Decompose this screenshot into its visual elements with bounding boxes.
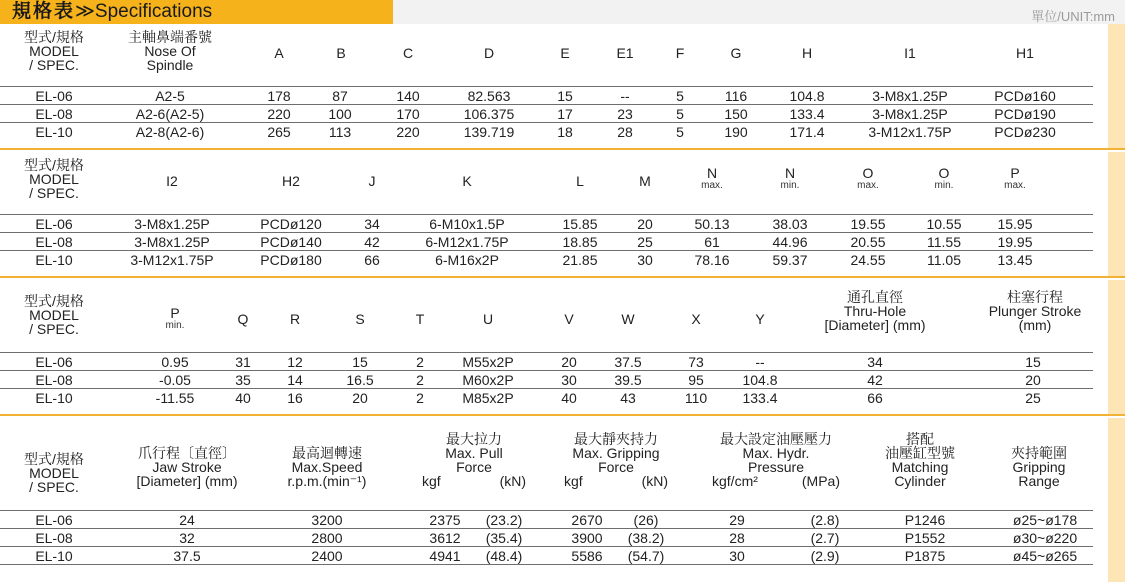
model-cell: EL-06 bbox=[35, 88, 73, 104]
table-cell: 38.03 bbox=[772, 216, 808, 232]
table-cell: 23 bbox=[617, 106, 633, 122]
col-header: W bbox=[621, 311, 635, 327]
table-cell: 30 bbox=[729, 548, 745, 564]
table-cell: (48.4) bbox=[485, 548, 523, 564]
table-cell: PCDø140 bbox=[260, 234, 322, 250]
table-cell: 37.5 bbox=[173, 548, 201, 564]
col-header-h: H bbox=[801, 45, 813, 61]
table-cell: A2-8(A2-6) bbox=[135, 124, 205, 140]
table-cell: 18 bbox=[557, 124, 573, 140]
table-cell: 34 bbox=[867, 354, 883, 370]
model-header: 型式/規格 MODEL / SPEC. bbox=[24, 293, 84, 337]
table-cell: 2800 bbox=[311, 530, 343, 546]
table-cell: 2 bbox=[416, 354, 424, 370]
col-header-h1: H1 bbox=[1016, 45, 1034, 61]
table-cell: 17 bbox=[557, 106, 573, 122]
table-cell: 25 bbox=[637, 234, 653, 250]
table-cell: 5 bbox=[676, 88, 684, 104]
table-cell: 21.85 bbox=[562, 252, 598, 268]
table-cell: 44.96 bbox=[772, 234, 808, 250]
table-cell: PCDø230 bbox=[994, 124, 1056, 140]
table-cell: 31 bbox=[235, 354, 251, 370]
table-cell: 32 bbox=[179, 530, 195, 546]
table-cell: 43 bbox=[620, 390, 636, 406]
table-cell: 3-M8x1.25P bbox=[134, 216, 210, 232]
table-cell: M85x2P bbox=[462, 390, 514, 406]
table-cell: 28 bbox=[617, 124, 633, 140]
table-cell: 66 bbox=[867, 390, 883, 406]
side-accent bbox=[1108, 152, 1125, 276]
table-cell: 59.37 bbox=[772, 252, 808, 268]
table-cell: 42 bbox=[364, 234, 380, 250]
max-speed-header: 最高迴轉速 Max.Speed r.p.m.(min⁻¹) bbox=[287, 445, 367, 489]
jaw-stroke-header: 爪行程〔直徑〕 Jaw Stroke [Diameter] (mm) bbox=[136, 445, 238, 489]
table-cell: 15.95 bbox=[997, 216, 1033, 232]
table-cell: 0.95 bbox=[161, 354, 189, 370]
col-header: J bbox=[368, 173, 376, 189]
table-cell: 3200 bbox=[311, 512, 343, 528]
header-bar bbox=[393, 0, 1125, 24]
table-cell: 2375 bbox=[429, 512, 461, 528]
table-cell: 6-M12x1.75P bbox=[425, 234, 509, 250]
table-cell: 3-M8x1.25P bbox=[872, 88, 948, 104]
col-header: V bbox=[564, 311, 574, 327]
table-cell: 61 bbox=[704, 234, 720, 250]
table-cell: P1875 bbox=[904, 548, 946, 564]
gripping-range-header: 夾持範圍 Gripping Range bbox=[1011, 445, 1067, 489]
side-accent bbox=[1108, 24, 1125, 148]
table-cell: 16 bbox=[287, 390, 303, 406]
table-cell: 34 bbox=[364, 216, 380, 232]
table-cell: 2 bbox=[416, 390, 424, 406]
col-header-a: A bbox=[274, 45, 284, 61]
table-cell: 150 bbox=[724, 106, 748, 122]
unit-label: 單位/UNIT:mm bbox=[1031, 9, 1115, 24]
table-cell: (2.8) bbox=[810, 512, 840, 528]
table-cell: 39.5 bbox=[614, 372, 642, 388]
table-cell: (38.2) bbox=[627, 530, 665, 546]
table-cell: 3-M12x1.75P bbox=[130, 252, 214, 268]
table-cell: 16.5 bbox=[346, 372, 374, 388]
table-cell: 11.05 bbox=[927, 252, 961, 268]
table-cell: 104.8 bbox=[789, 88, 825, 104]
table-cell: 3612 bbox=[429, 530, 461, 546]
col-header-d: D bbox=[483, 45, 495, 61]
side-accent bbox=[1108, 280, 1125, 414]
col-header-i1: I1 bbox=[904, 45, 916, 61]
col-header-g: G bbox=[730, 45, 742, 61]
col-header: H2 bbox=[282, 173, 300, 189]
model-cell: EL-08 bbox=[35, 106, 73, 122]
table-cell: 104.8 bbox=[742, 372, 778, 388]
table-cell: M60x2P bbox=[462, 372, 514, 388]
table-cell: 19.95 bbox=[997, 234, 1033, 250]
col-header: Q bbox=[237, 311, 249, 327]
model-cell: EL-06 bbox=[35, 512, 73, 528]
col-header: R bbox=[289, 311, 301, 327]
table-cell: PCDø160 bbox=[994, 88, 1056, 104]
table-cell: 4941 bbox=[429, 548, 461, 564]
table-cell: ø30~ø220 bbox=[1012, 530, 1078, 546]
col-header: S bbox=[355, 311, 365, 327]
col-header: I2 bbox=[166, 173, 178, 189]
table-cell: M55x2P bbox=[462, 354, 514, 370]
table-cell: PCDø120 bbox=[260, 216, 322, 232]
table-cell: 28 bbox=[729, 530, 745, 546]
table-cell: 42 bbox=[867, 372, 883, 388]
table-cell: 24 bbox=[179, 512, 195, 528]
col-header: Y bbox=[755, 311, 765, 327]
col-header-b: B bbox=[336, 45, 346, 61]
col-header: K bbox=[462, 173, 472, 189]
table-cell: 171.4 bbox=[789, 124, 825, 140]
spec-table-1 bbox=[0, 24, 1125, 150]
table-cell: PCDø190 bbox=[994, 106, 1056, 122]
table-cell: 25 bbox=[1025, 390, 1041, 406]
col-header: N min. bbox=[780, 165, 800, 191]
table-cell: 3900 bbox=[571, 530, 603, 546]
spec-table-3 bbox=[0, 280, 1125, 416]
table-cell: 15.85 bbox=[562, 216, 598, 232]
table-cell: PCDø180 bbox=[260, 252, 322, 268]
table-cell: 13.45 bbox=[997, 252, 1033, 268]
table-cell: 11.55 bbox=[927, 234, 961, 250]
table-cell: 100 bbox=[328, 106, 352, 122]
table-cell: (2.7) bbox=[810, 530, 840, 546]
col-header: X bbox=[691, 311, 701, 327]
table-cell: 6-M16x2P bbox=[435, 252, 499, 268]
model-header: 型式/規格 MODEL / SPEC. bbox=[24, 29, 84, 73]
table-cell: ø25~ø178 bbox=[1012, 512, 1078, 528]
table-cell: -11.55 bbox=[155, 390, 195, 406]
model-cell: EL-10 bbox=[35, 252, 73, 268]
spec-header bbox=[0, 0, 1125, 24]
table-cell: 14 bbox=[287, 372, 303, 388]
table-cell: 15 bbox=[352, 354, 368, 370]
table-cell: 220 bbox=[267, 106, 291, 122]
table-cell: 18.85 bbox=[562, 234, 598, 250]
table-cell: 2400 bbox=[311, 548, 343, 564]
max-grip-header: 最大靜夾持力 Max. Gripping Force kgf (kN) bbox=[564, 431, 668, 489]
table-cell: 170 bbox=[396, 106, 420, 122]
side-accent bbox=[1108, 418, 1125, 582]
table-cell: 20.55 bbox=[850, 234, 886, 250]
table-cell: 5586 bbox=[571, 548, 603, 564]
model-cell: EL-06 bbox=[35, 216, 73, 232]
col-header-c: C bbox=[402, 45, 414, 61]
table-cell: 190 bbox=[724, 124, 748, 140]
table-cell: 2670 bbox=[571, 512, 603, 528]
model-header: 型式/規格 MODEL / SPEC. bbox=[24, 451, 84, 495]
table-cell: 37.5 bbox=[614, 354, 642, 370]
table-cell: 30 bbox=[561, 372, 577, 388]
table-cell: 3-M12x1.75P bbox=[868, 124, 952, 140]
col-header: P max. bbox=[1004, 165, 1026, 191]
table-cell: 20 bbox=[352, 390, 368, 406]
col-header: O max. bbox=[857, 165, 879, 191]
table-cell: -- bbox=[755, 354, 765, 370]
table-cell: 35 bbox=[235, 372, 251, 388]
col-header-e: E bbox=[560, 45, 570, 61]
plunger-stroke-header: 柱塞行程 Plunger Stroke (mm) bbox=[988, 289, 1082, 333]
table-cell: 3-M8x1.25P bbox=[872, 106, 948, 122]
table-cell: 265 bbox=[267, 124, 291, 140]
col-header: T bbox=[415, 311, 425, 327]
table-cell: 133.4 bbox=[789, 106, 825, 122]
table-cell: 15 bbox=[1025, 354, 1041, 370]
table-cell: 30 bbox=[637, 252, 653, 268]
table-cell: (2.9) bbox=[810, 548, 840, 564]
col-header: O min. bbox=[934, 165, 954, 191]
model-header: 型式/規格 MODEL / SPEC. bbox=[24, 157, 84, 201]
cylinder-header: 搭配 油壓缸型號 Matching Cylinder bbox=[885, 431, 955, 489]
table-cell: 2 bbox=[416, 372, 424, 388]
table-cell: 15 bbox=[557, 88, 573, 104]
table-cell: 110 bbox=[684, 390, 708, 406]
table-cell: 19.55 bbox=[850, 216, 886, 232]
col-header: P min. bbox=[165, 305, 185, 331]
table-cell: 29 bbox=[729, 512, 745, 528]
table-cell: (54.7) bbox=[627, 548, 665, 564]
table-cell: -0.05 bbox=[159, 372, 191, 388]
table-cell: 140 bbox=[396, 88, 420, 104]
table-cell: A2-6(A2-5) bbox=[135, 106, 205, 122]
model-cell: EL-08 bbox=[35, 372, 73, 388]
max-pull-header: 最大拉力 Max. Pull Force kgf (kN) bbox=[422, 431, 526, 489]
model-cell: EL-08 bbox=[35, 234, 73, 250]
table-cell: 178 bbox=[267, 88, 291, 104]
table-cell: 66 bbox=[364, 252, 380, 268]
col-header: N max. bbox=[701, 165, 723, 191]
table-cell: 12 bbox=[287, 354, 303, 370]
table-cell: 106.375 bbox=[463, 106, 515, 122]
col-header-f: F bbox=[675, 45, 685, 61]
table-cell: 73 bbox=[688, 354, 704, 370]
table-cell: (23.2) bbox=[485, 512, 523, 528]
table-cell: 6-M10x1.5P bbox=[429, 216, 505, 232]
model-cell: EL-10 bbox=[35, 548, 73, 564]
table-cell: 220 bbox=[396, 124, 420, 140]
col-header: L bbox=[576, 173, 584, 189]
page-title: 規格表≫Specifications bbox=[12, 1, 213, 22]
table-cell: 78.16 bbox=[694, 252, 730, 268]
table-cell: 50.13 bbox=[694, 216, 730, 232]
table-cell: ø45~ø265 bbox=[1012, 548, 1078, 564]
table-cell: 40 bbox=[561, 390, 577, 406]
spec-table-2 bbox=[0, 152, 1125, 278]
table-cell: 133.4 bbox=[742, 390, 778, 406]
thru-hole-header: 通孔直徑 Thru-Hole [Diameter] (mm) bbox=[824, 289, 926, 333]
table-cell: 20 bbox=[1025, 372, 1041, 388]
spec-table-4 bbox=[0, 418, 1125, 582]
model-cell: EL-10 bbox=[35, 390, 73, 406]
table-cell: A2-5 bbox=[155, 88, 185, 104]
model-cell: EL-08 bbox=[35, 530, 73, 546]
table-cell: 116 bbox=[724, 88, 748, 104]
col-header: U bbox=[482, 311, 494, 327]
table-cell: 139.719 bbox=[463, 124, 515, 140]
table-cell: 82.563 bbox=[467, 88, 511, 104]
col-header: M bbox=[639, 173, 651, 189]
col-header-e1: E1 bbox=[616, 45, 634, 61]
table-cell: P1552 bbox=[904, 530, 946, 546]
table-cell: 95 bbox=[688, 372, 704, 388]
table-cell: 3-M8x1.25P bbox=[134, 234, 210, 250]
table-cell: 20 bbox=[637, 216, 653, 232]
table-cell: 24.55 bbox=[850, 252, 886, 268]
table-cell: -- bbox=[620, 88, 630, 104]
table-cell: (26) bbox=[633, 512, 659, 528]
model-cell: EL-06 bbox=[35, 354, 73, 370]
max-hydr-header: 最大設定油壓壓力 Max. Hydr. Pressure kgf/cm² (MPa) bbox=[712, 431, 840, 489]
table-cell: 113 bbox=[328, 124, 352, 140]
table-cell: 20 bbox=[561, 354, 577, 370]
table-cell: 40 bbox=[235, 390, 251, 406]
table-cell: 87 bbox=[332, 88, 348, 104]
model-cell: EL-10 bbox=[35, 124, 73, 140]
table-cell: (35.4) bbox=[485, 530, 523, 546]
table-cell: P1246 bbox=[904, 512, 946, 528]
nose-header: 主軸鼻端番號 Nose Of Spindle bbox=[128, 29, 212, 73]
table-cell: 10.55 bbox=[926, 216, 962, 232]
table-cell: 5 bbox=[676, 106, 684, 122]
table-cell: 5 bbox=[676, 124, 684, 140]
header-tab bbox=[0, 0, 393, 24]
